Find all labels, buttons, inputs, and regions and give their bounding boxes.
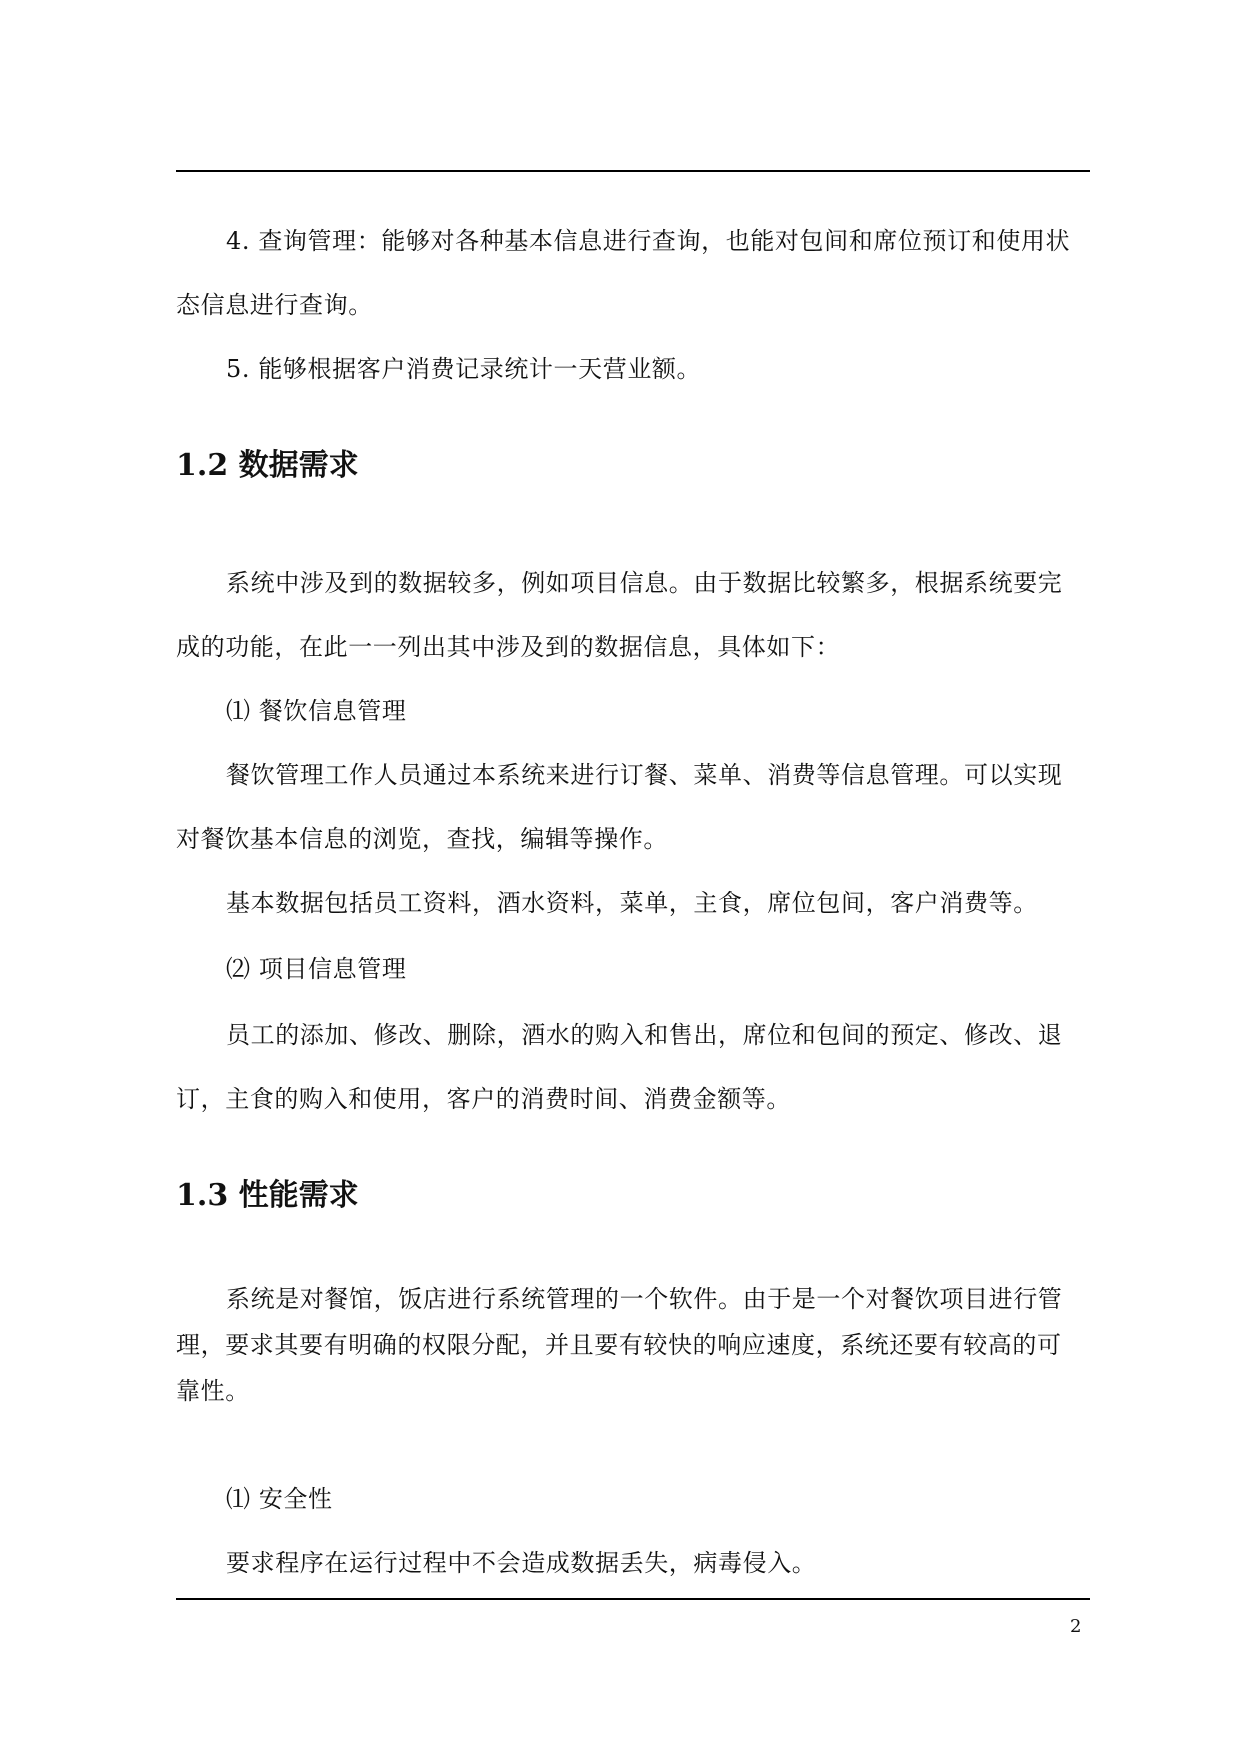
- page-number: 2: [1070, 1616, 1082, 1637]
- item-title-catering-info: ⑴ 餐饮信息管理: [226, 697, 407, 725]
- header-rule: [176, 170, 1090, 172]
- performance-paragraph-line-1: 系统是对餐馆，饭店进行系统管理的一个软件。由于是一个对餐饮项目进行管: [226, 1285, 1063, 1313]
- section-heading-data-requirements: [176, 446, 359, 486]
- section-number: 1.3: [176, 1178, 229, 1213]
- security-paragraph: 要求程序在运行过程中不会造成数据丢失，病毒侵入。: [226, 1549, 817, 1577]
- footer-rule: [176, 1598, 1090, 1600]
- item-title-project-info: ⑵ 项目信息管理: [226, 955, 407, 983]
- project-info-paragraph-line-1: 员工的添加、修改、删除，酒水的购入和售出，席位和包间的预定、修改、退: [226, 1021, 1063, 1049]
- section-heading-performance-requirements: [176, 1176, 359, 1216]
- item-title-security: ⑴ 安全性: [226, 1485, 333, 1513]
- data-requirements-paragraph-line-2: 成的功能，在此一一列出其中涉及到的数据信息，具体如下：: [176, 633, 841, 661]
- section-title: 性能需求: [238, 1178, 359, 1213]
- section-title: 数据需求: [238, 448, 359, 483]
- revenue-statistics-line: 5. 能够根据客户消费记录统计一天营业额。: [226, 355, 702, 383]
- performance-paragraph-line-3: 靠性。: [176, 1377, 250, 1405]
- basic-data-paragraph: 基本数据包括员工资料，酒水资料，菜单，主食，席位包间，客户消费等。: [226, 889, 1038, 917]
- project-info-paragraph-line-2: 订，主食的购入和使用，客户的消费时间、消费金额等。: [176, 1085, 791, 1113]
- section-number: 1.2: [176, 448, 229, 483]
- catering-info-paragraph-line-1: 餐饮管理工作人员通过本系统来进行订餐、菜单、消费等信息管理。可以实现: [226, 761, 1063, 789]
- data-requirements-paragraph-line-1: 系统中涉及到的数据较多，例如项目信息。由于数据比较繁多，根据系统要完: [226, 569, 1063, 597]
- catering-info-paragraph-line-2: 对餐饮基本信息的浏览，查找，编辑等操作。: [176, 825, 668, 853]
- query-management-line-2: 态信息进行查询。: [176, 291, 373, 319]
- query-management-line-1: 4. 查询管理：能够对各种基本信息进行查询，也能对包间和席位预订和使用状: [226, 227, 1071, 255]
- performance-paragraph-line-2: 理，要求其要有明确的权限分配，并且要有较快的响应速度，系统还要有较高的可: [176, 1331, 1062, 1359]
